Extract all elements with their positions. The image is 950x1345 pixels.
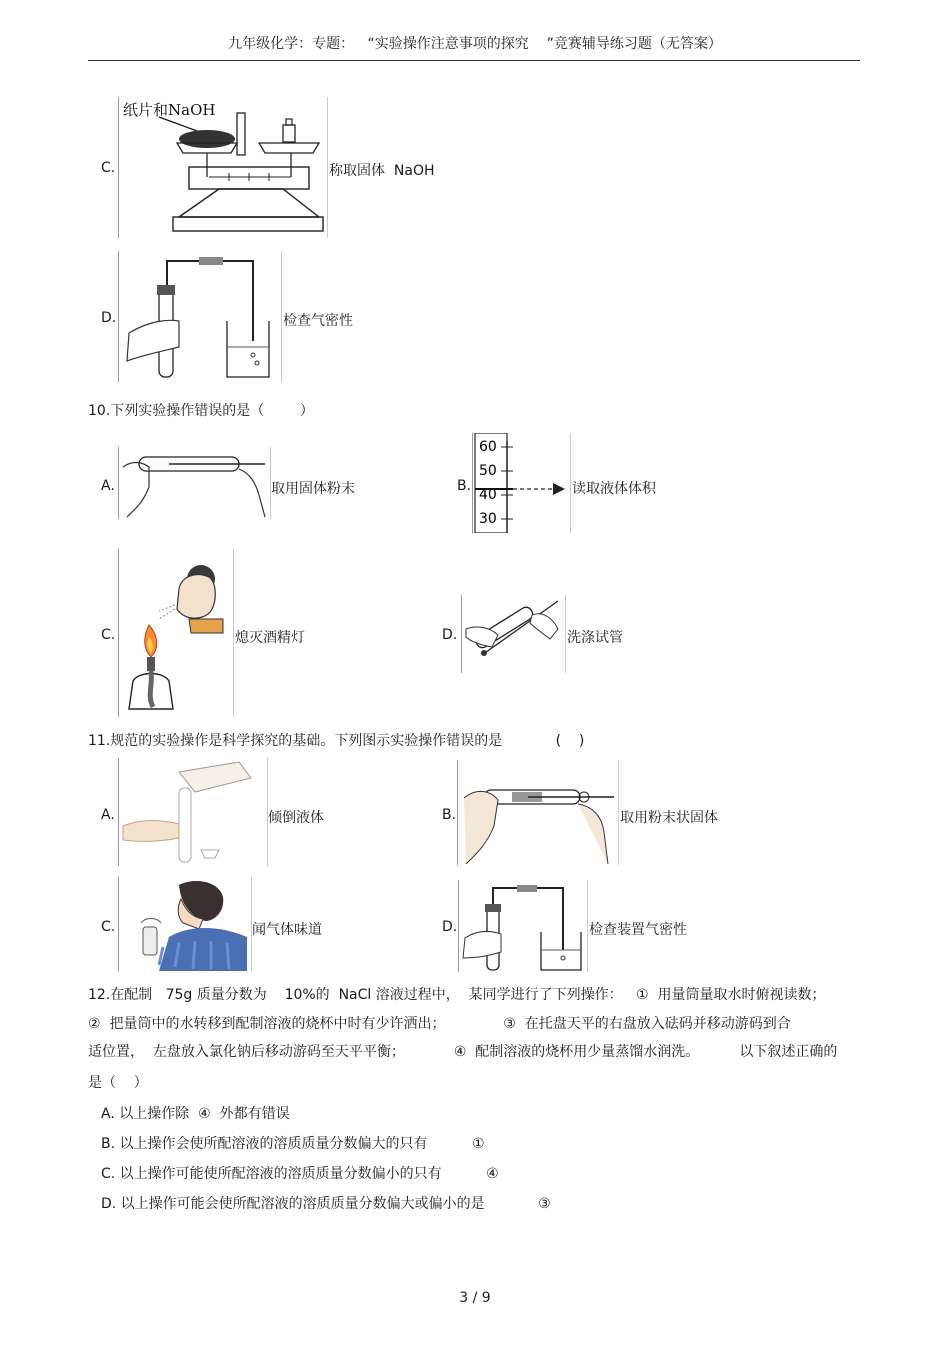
page-header: 九年级化学：专题： “实验操作注意事项的探究 ”竞赛辅导练习题（无答案） bbox=[228, 36, 722, 52]
q11-c-caption: 闻气体味道 bbox=[252, 922, 322, 938]
powder-tube-figure bbox=[118, 447, 271, 519]
q10-d-caption: 洗涤试管 bbox=[567, 630, 623, 646]
smell-gas-figure bbox=[118, 877, 252, 971]
tube-washing-figure bbox=[461, 595, 566, 673]
q10-stem: 10.下列实验操作错误的是（ ） bbox=[88, 403, 314, 419]
alcohol-lamp-figure bbox=[118, 549, 234, 717]
airtight-check-figure bbox=[118, 251, 282, 382]
q10-c-caption: 熄灭酒精灯 bbox=[235, 630, 305, 646]
powder-solid-figure bbox=[457, 760, 619, 865]
q12-line-4: 是（ ） bbox=[88, 1075, 148, 1091]
header-rule bbox=[88, 60, 860, 61]
q10-b-caption: 读取液体体积 bbox=[572, 481, 656, 497]
q12-line-1: 12.在配制 75g 质量分数为 10%的 NaCl 溶液过程中， 某同学进行了下列操作： ① 用量筒量取水时俯视读数； bbox=[88, 987, 826, 1003]
tick-30: 30 bbox=[479, 511, 497, 527]
q10-c-letter: C. bbox=[101, 627, 116, 643]
q12-line-2: ② 把量筒中的水转移到配制溶液的烧杯中时有少许洒出； ③ 在托盘天平的右盘放入砝码并移动游码到合 bbox=[88, 1016, 791, 1032]
q10-a-letter: A. bbox=[101, 478, 115, 494]
pour-liquid-figure bbox=[118, 758, 268, 866]
q10-a-caption: 取用固体粉末 bbox=[271, 481, 355, 497]
q11-c-letter: C. bbox=[101, 919, 116, 935]
page-number: 3 / 9 bbox=[459, 1290, 491, 1306]
q12-option-d: D. 以上操作可能会使所配溶液的溶质质量分数偏大或偏小的是 ③ bbox=[101, 1196, 551, 1212]
q9-d-letter: D. bbox=[101, 310, 117, 326]
tick-40: 40 bbox=[479, 487, 497, 503]
q11-stem: 11.规范的实验操作是科学探究的基础。下列图示实验操作错误的是 ( ) bbox=[88, 733, 585, 749]
q9-d-caption: 检查气密性 bbox=[283, 313, 353, 329]
q11-b-letter: B. bbox=[442, 807, 457, 823]
q12-option-c: C. 以上操作可能使所配溶液的溶质质量分数偏小的只有 ④ bbox=[101, 1166, 499, 1182]
tick-60: 60 bbox=[479, 439, 497, 455]
q12-line-3: 适位置， 左盘放入氯化钠后移动游码至天平平衡； ④ 配制溶液的烧杯用少量蒸馏水润洗。 以下叙述正确的 bbox=[88, 1044, 838, 1060]
q10-d-letter: D. bbox=[442, 627, 458, 643]
q9-c-fig-text: 纸片和NaOH bbox=[123, 101, 216, 119]
q12-option-a: A. 以上操作除 ④ 外都有错误 bbox=[101, 1106, 290, 1122]
q11-d-letter: D. bbox=[442, 919, 458, 935]
cylinder-reading-figure bbox=[472, 433, 571, 533]
apparatus-airtight-figure bbox=[458, 880, 588, 972]
q11-b-caption: 取用粉末状固体 bbox=[620, 810, 718, 826]
q9-c-letter: C. bbox=[101, 160, 116, 176]
q12-option-b: B. 以上操作会使所配溶液的溶质质量分数偏大的只有 ① bbox=[101, 1136, 485, 1152]
q11-a-letter: A. bbox=[101, 807, 115, 823]
tick-50: 50 bbox=[479, 463, 497, 479]
q11-d-caption: 检查装置气密性 bbox=[589, 922, 687, 938]
q11-a-caption: 倾倒液体 bbox=[268, 810, 324, 826]
q10-b-letter: B. bbox=[457, 478, 472, 494]
balance-figure bbox=[118, 97, 328, 238]
q9-c-caption: 称取固体 NaOH bbox=[329, 163, 435, 179]
